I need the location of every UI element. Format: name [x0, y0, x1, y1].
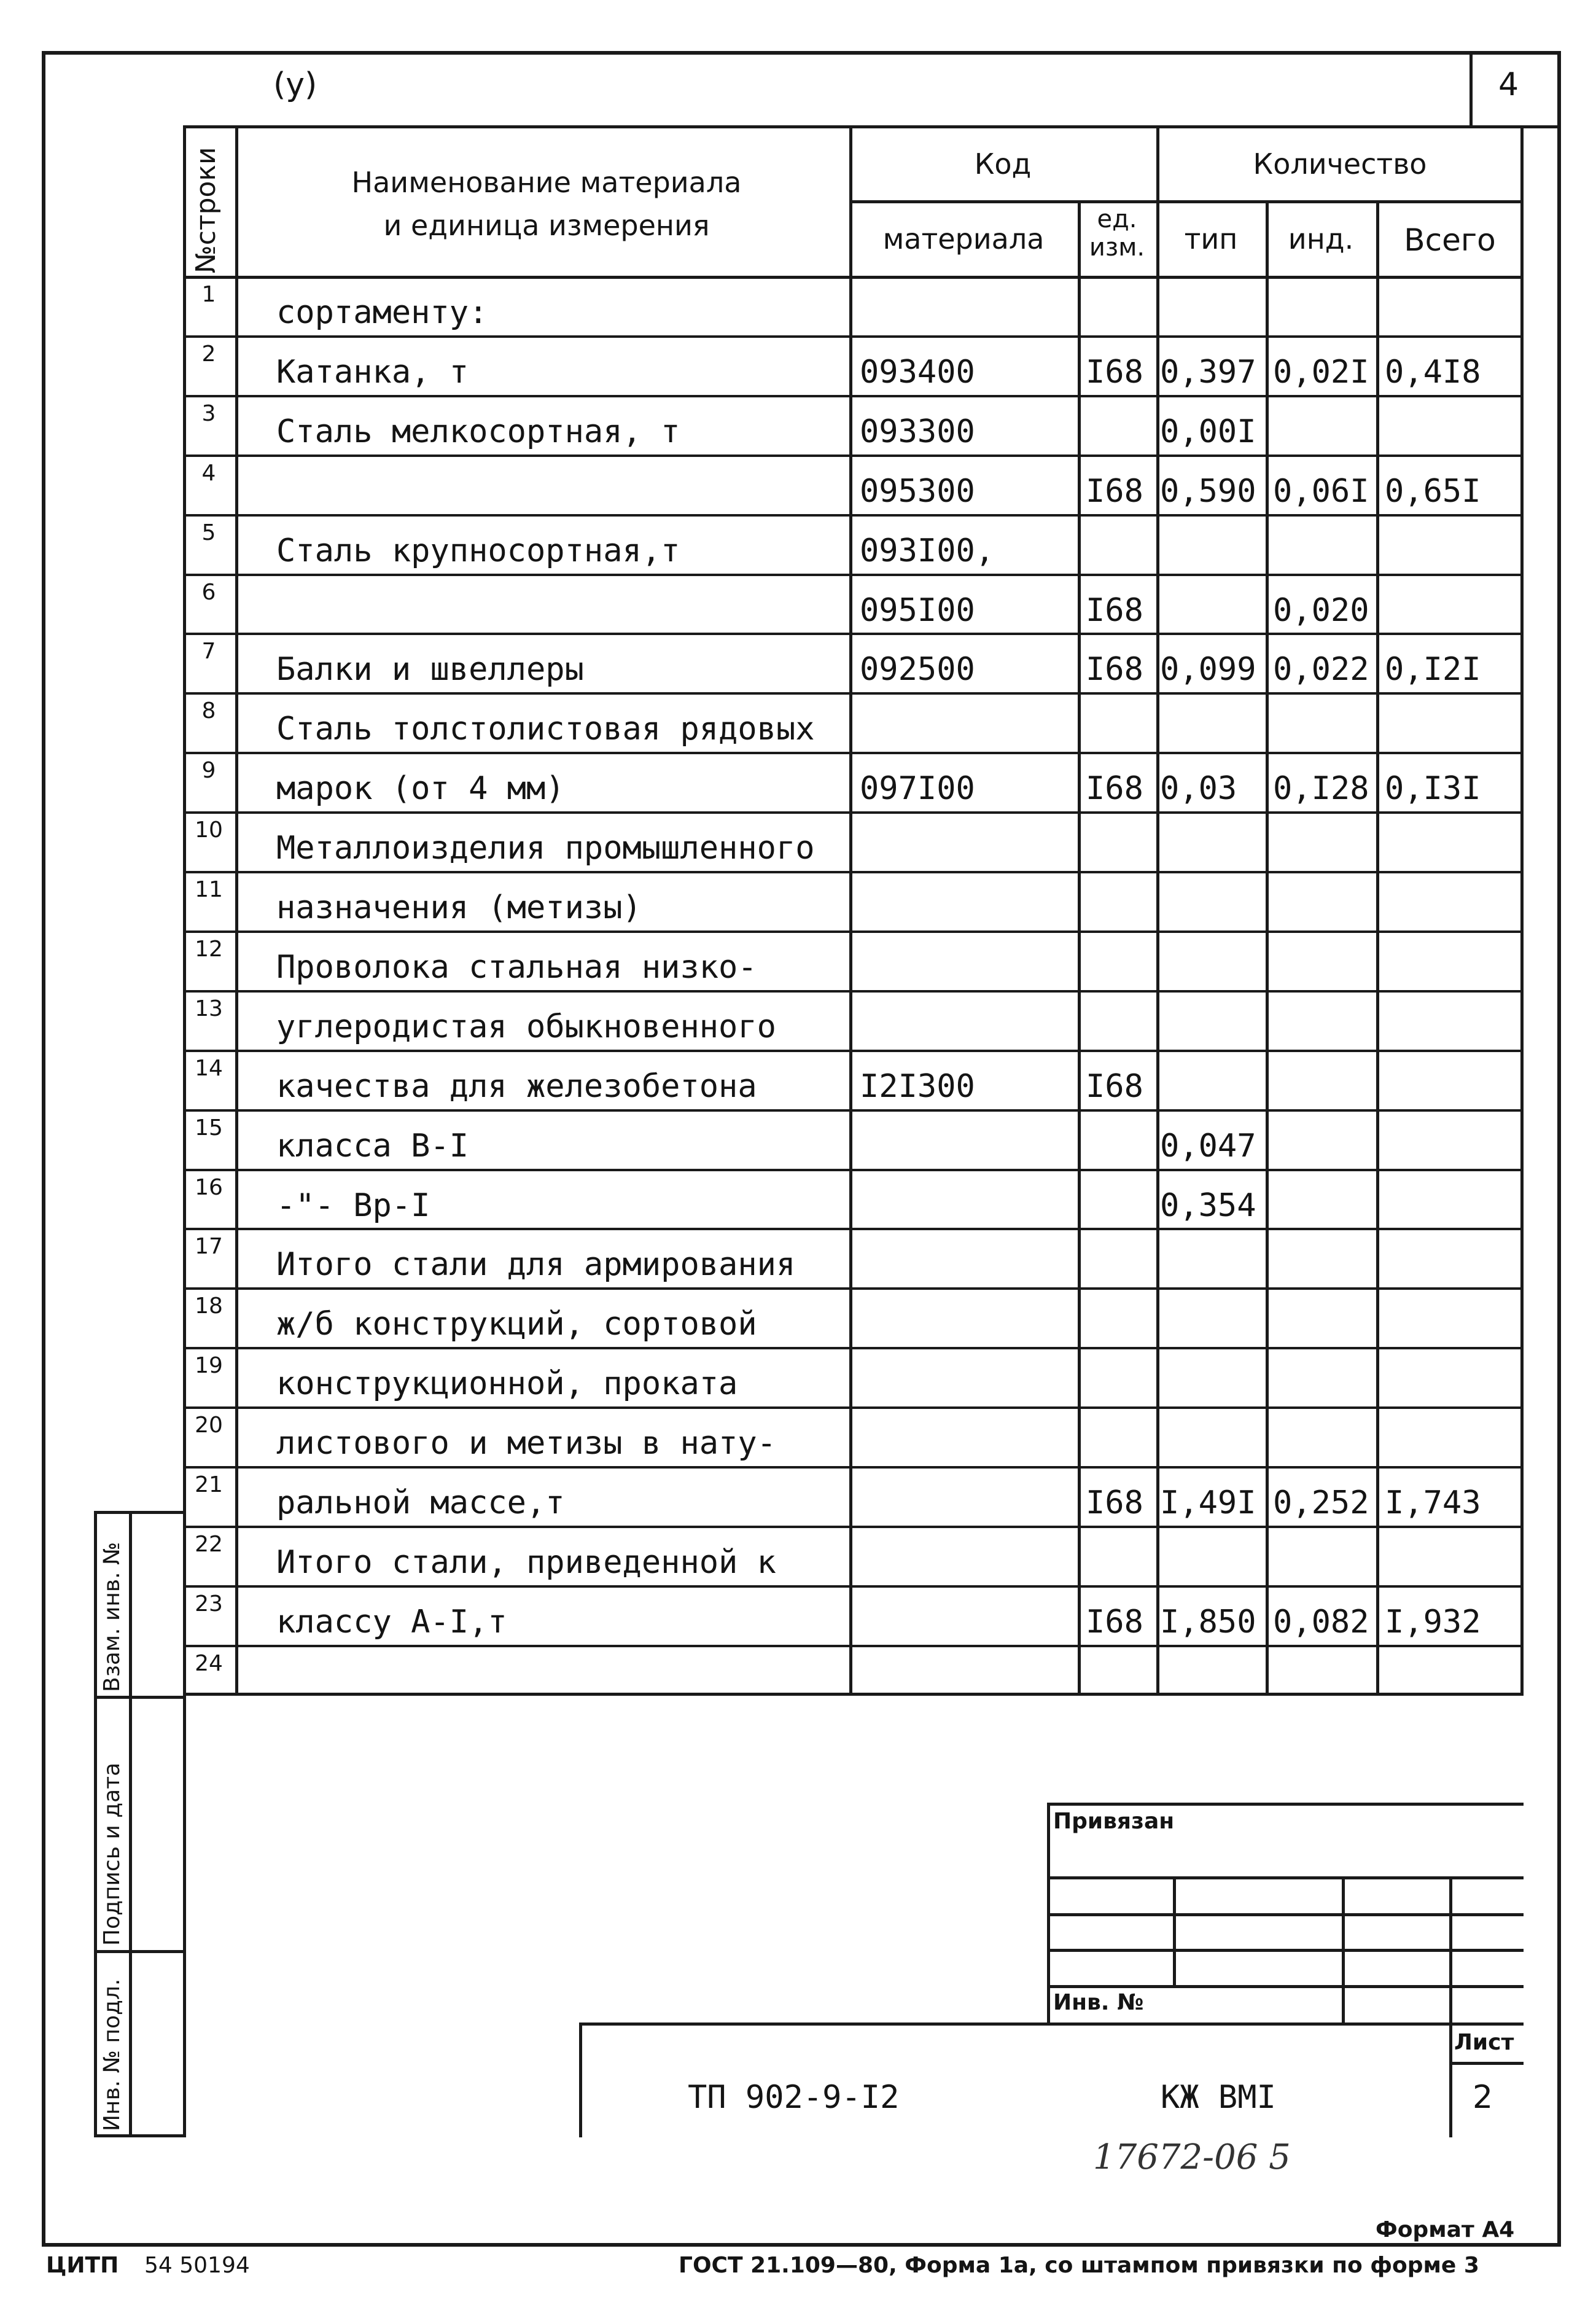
cell-name: сортаменту: — [276, 294, 488, 331]
cell-name: листового и метизы в нату- — [276, 1425, 776, 1462]
stamp-top — [1047, 1803, 1524, 1806]
cell-total: 0,I2I — [1385, 651, 1481, 688]
col-line-1 — [235, 125, 238, 1695]
cell-total: I,743 — [1385, 1484, 1481, 1521]
qty-total-header: Всего — [1404, 222, 1496, 258]
header-mid-line — [849, 200, 1524, 203]
row-line — [183, 1050, 1524, 1052]
cell-name: Металлоизделия промышленного — [276, 830, 815, 867]
cell-name: Катанка, т — [276, 354, 469, 391]
cell-total: 0,65I — [1385, 473, 1481, 510]
row-line — [183, 574, 1524, 576]
row-number: 19 — [195, 1353, 223, 1378]
stamp-v3 — [1449, 1876, 1452, 2137]
row-number: 5 — [201, 520, 216, 545]
cell-ind: 0,252 — [1273, 1484, 1369, 1521]
handwritten-number: 17672-06 5 — [1093, 2137, 1291, 2177]
cell-name: классу А-I,т — [276, 1604, 507, 1640]
header-end-line — [183, 276, 1524, 279]
cell-name: марок (от 4 мм) — [276, 770, 565, 807]
row-number: 7 — [201, 639, 216, 664]
row-line — [183, 1347, 1524, 1349]
cell-code: 093400 — [860, 354, 975, 391]
row-line — [183, 811, 1524, 814]
title-block-left — [579, 2023, 582, 2137]
cell-name: ральной массе,т — [276, 1484, 565, 1521]
row-number: 22 — [195, 1532, 223, 1557]
cell-tip: I,49I — [1160, 1484, 1256, 1521]
row-number: 24 — [195, 1651, 223, 1676]
stamp-sheet-value: 2 — [1473, 2079, 1493, 2116]
row-number: 2 — [201, 341, 216, 367]
row-number: 16 — [195, 1175, 223, 1200]
stamp-privyazan: Привязан — [1053, 1809, 1175, 1834]
cell-unit: I68 — [1086, 651, 1143, 688]
row-number: 10 — [195, 817, 223, 843]
row-line — [183, 1585, 1524, 1588]
cell-tip: 0,00I — [1160, 413, 1256, 450]
table-bottom-line — [183, 1693, 1524, 1696]
col-line-4 — [1156, 125, 1159, 1695]
cell-ind: 0,020 — [1273, 592, 1369, 629]
cell-code: 093300 — [860, 413, 975, 450]
side-stamp-top — [94, 1511, 186, 1514]
col-line-6 — [1376, 201, 1379, 1695]
qty-type-header: тип — [1184, 222, 1238, 256]
cell-name: Сталь крупносортная,т — [276, 532, 680, 569]
header-bottom-line — [183, 125, 1561, 128]
row-line — [183, 633, 1524, 635]
footer-org: ЦИТП — [46, 2253, 119, 2278]
row-number: 8 — [201, 698, 216, 724]
code-header: Код — [974, 147, 1032, 181]
cell-name: класса В-I — [276, 1128, 469, 1164]
footer-order: 54 50194 — [144, 2253, 250, 2278]
row-line — [183, 514, 1524, 517]
cell-total: 0,I3I — [1385, 770, 1481, 807]
row-line — [183, 1645, 1524, 1647]
cell-name: -"- Вр-I — [276, 1187, 430, 1224]
cell-name: Итого стали, приведенной к — [276, 1544, 776, 1581]
cell-tip: 0,397 — [1160, 354, 1256, 391]
cell-code: 097I00 — [860, 770, 975, 807]
quantity-header: Количество — [1253, 147, 1427, 181]
row-number: 3 — [201, 401, 216, 426]
code-unit-header-1: ед. — [1097, 205, 1137, 233]
stamp-section: КЖ ВМI — [1161, 2079, 1276, 2116]
row-number: 15 — [195, 1115, 223, 1141]
row-line — [183, 1228, 1524, 1230]
code-material-header: материала — [882, 222, 1045, 256]
cell-tip: 0,047 — [1160, 1128, 1256, 1164]
row-number-header: №строки — [190, 147, 222, 273]
row-number: 4 — [201, 461, 216, 486]
side-stamp-inner — [129, 1511, 132, 2137]
cell-tip: 0,099 — [1160, 651, 1256, 688]
side-inv-podl: Инв. № подл. — [99, 1978, 125, 2131]
sheet-label-line — [1449, 2062, 1524, 2065]
side-stamp-bottom — [94, 2134, 186, 2137]
code-unit-header-2: изм. — [1089, 233, 1145, 262]
cell-tip: 0,354 — [1160, 1187, 1256, 1224]
cell-name: назначения (метизы) — [276, 889, 642, 926]
cell-unit: I68 — [1086, 1068, 1143, 1105]
row-line — [183, 930, 1524, 933]
cell-tip: 0,590 — [1160, 473, 1256, 510]
cell-ind: 0,022 — [1273, 651, 1369, 688]
stamp-v2 — [1342, 1876, 1345, 2024]
cell-ind: 0,06I — [1273, 473, 1369, 510]
col-line-5 — [1266, 201, 1269, 1695]
page-number: 4 — [1498, 66, 1519, 103]
cell-code: 095I00 — [860, 592, 975, 629]
cell-total: I,932 — [1385, 1604, 1481, 1640]
row-number: 14 — [195, 1056, 223, 1081]
cell-name: конструкционной, проката — [276, 1365, 738, 1402]
row-number: 6 — [201, 580, 216, 605]
page-number-divider — [1469, 51, 1473, 128]
side-stamp-sep-2 — [94, 1950, 186, 1953]
cell-name: ж/б конструкций, сортовой — [276, 1306, 757, 1343]
row-line — [183, 1169, 1524, 1171]
cell-total: 0,4I8 — [1385, 354, 1481, 391]
stamp-inv-no: Инв. № — [1053, 1990, 1144, 2015]
stamp-sheet-label: Лист — [1454, 2030, 1514, 2055]
cell-ind: 0,I28 — [1273, 770, 1369, 807]
stamp-code: ТП 902-9-I2 — [688, 2079, 900, 2116]
name-header-line2: и единица измерения — [383, 209, 710, 242]
row-number: 13 — [195, 996, 223, 1021]
side-stamp-line — [94, 1511, 97, 2137]
side-podpis: Подпись и дата — [99, 1762, 125, 1946]
side-vzam: Взам. инв. № — [99, 1542, 125, 1692]
row-number: 18 — [195, 1293, 223, 1319]
cell-tip: I,850 — [1160, 1604, 1256, 1640]
cell-code: I2I300 — [860, 1068, 975, 1105]
stamp-v1 — [1173, 1876, 1176, 1987]
row-number: 23 — [195, 1591, 223, 1617]
cell-unit: I68 — [1086, 1604, 1143, 1640]
cell-code: 095300 — [860, 473, 975, 510]
header-marker: (у) — [273, 66, 317, 103]
row-line — [183, 1406, 1524, 1409]
cell-ind: 0,02I — [1273, 354, 1369, 391]
row-line — [183, 395, 1524, 397]
row-number: 21 — [195, 1472, 223, 1497]
title-block-top — [579, 2023, 1524, 2026]
col-line-3 — [1078, 201, 1081, 1695]
name-header-line1: Наименование материала — [351, 166, 742, 199]
row-line — [183, 990, 1524, 993]
cell-name: Сталь мелкосортная, т — [276, 413, 680, 450]
side-stamp-sep-1 — [94, 1696, 186, 1699]
cell-name: Проволока стальная низко- — [276, 949, 757, 986]
cell-name: качества для железобетона — [276, 1068, 757, 1105]
row-number: 1 — [201, 282, 216, 307]
table-right-line — [1520, 125, 1524, 1695]
cell-unit: I68 — [1086, 770, 1143, 807]
col-line-2 — [849, 125, 852, 1695]
row-number: 11 — [195, 877, 223, 902]
cell-ind: 0,082 — [1273, 1604, 1369, 1640]
cell-unit: I68 — [1086, 592, 1143, 629]
row-line — [183, 1466, 1524, 1469]
cell-code: 092500 — [860, 651, 975, 688]
row-number: 17 — [195, 1234, 223, 1259]
row-line — [183, 1287, 1524, 1290]
cell-unit: I68 — [1086, 473, 1143, 510]
row-line — [183, 1109, 1524, 1112]
cell-name: углеродистая обыкновенного — [276, 1008, 776, 1045]
footer-format: Формат А4 — [1376, 2217, 1515, 2242]
cell-unit: I68 — [1086, 1484, 1143, 1521]
row-line — [183, 692, 1524, 695]
cell-name: Сталь толстолистовая рядовых — [276, 711, 815, 747]
cell-unit: I68 — [1086, 354, 1143, 391]
row-number: 9 — [201, 758, 216, 783]
row-line — [183, 454, 1524, 457]
row-number: 12 — [195, 937, 223, 962]
row-line — [183, 335, 1524, 338]
row-line — [183, 871, 1524, 873]
cell-name: Балки и швеллеры — [276, 651, 584, 688]
row-number: 20 — [195, 1413, 223, 1438]
cell-tip: 0,03 — [1160, 770, 1237, 807]
cell-code: 093I00, — [860, 532, 995, 569]
row-line — [183, 1526, 1524, 1528]
row-line — [183, 752, 1524, 754]
cell-name: Итого стали для армирования — [276, 1246, 796, 1283]
footer-gost: ГОСТ 21.109—80, Форма 1а, со штампом привязки по форме 3 — [679, 2253, 1479, 2278]
qty-ind-header: инд. — [1288, 222, 1354, 256]
